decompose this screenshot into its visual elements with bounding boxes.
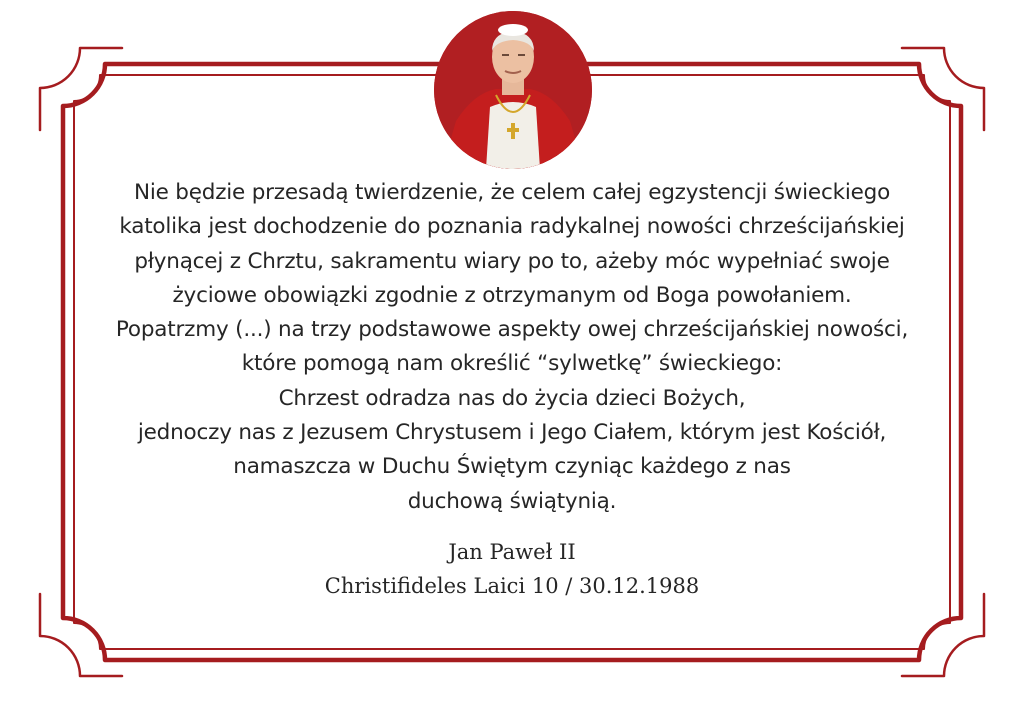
quote-line: Nie będzie przesadą twierdzenie, że celem całej egzystencji świeckiego (133, 180, 891, 205)
quote-line: życiowe obowiązki zgodnie z otrzymanym od Boga powołaniem. (172, 282, 852, 308)
author-name: Jan Paweł II (448, 540, 576, 564)
quote-line: duchową świątynią. (407, 488, 617, 514)
source-citation: Christifideles Laici 10 / 30.12.1988 (324, 574, 700, 598)
quote-line: namaszcza w Duchu Świętym czyniąc każdego z nas (233, 454, 791, 480)
portrait-photo (434, 11, 592, 169)
quote-line: Chrzest odradza nas do życia dzieci Bożych, (278, 385, 746, 411)
quote-line: które pomogą nam określić “sylwetkę” świeckiego: (241, 351, 783, 377)
attribution (70, 535, 954, 603)
quote-line: katolika jest dochodzenie do poznania radykalnej nowości chrześcijańskiej (119, 214, 905, 240)
quote-line: jednoczy nas z Jezusem Chrystusem i Jego Ciałem, którym jest Kościół, (137, 420, 887, 446)
quote-line: płynącej z Chrztu, sakramentu wiary po to, ażeby móc wypełniać swoje (134, 248, 890, 274)
quote-line: Popatrzmy (...) na trzy podstawowe aspekty owej chrześcijańskiej nowości, (115, 317, 909, 343)
quote-text (70, 176, 954, 519)
